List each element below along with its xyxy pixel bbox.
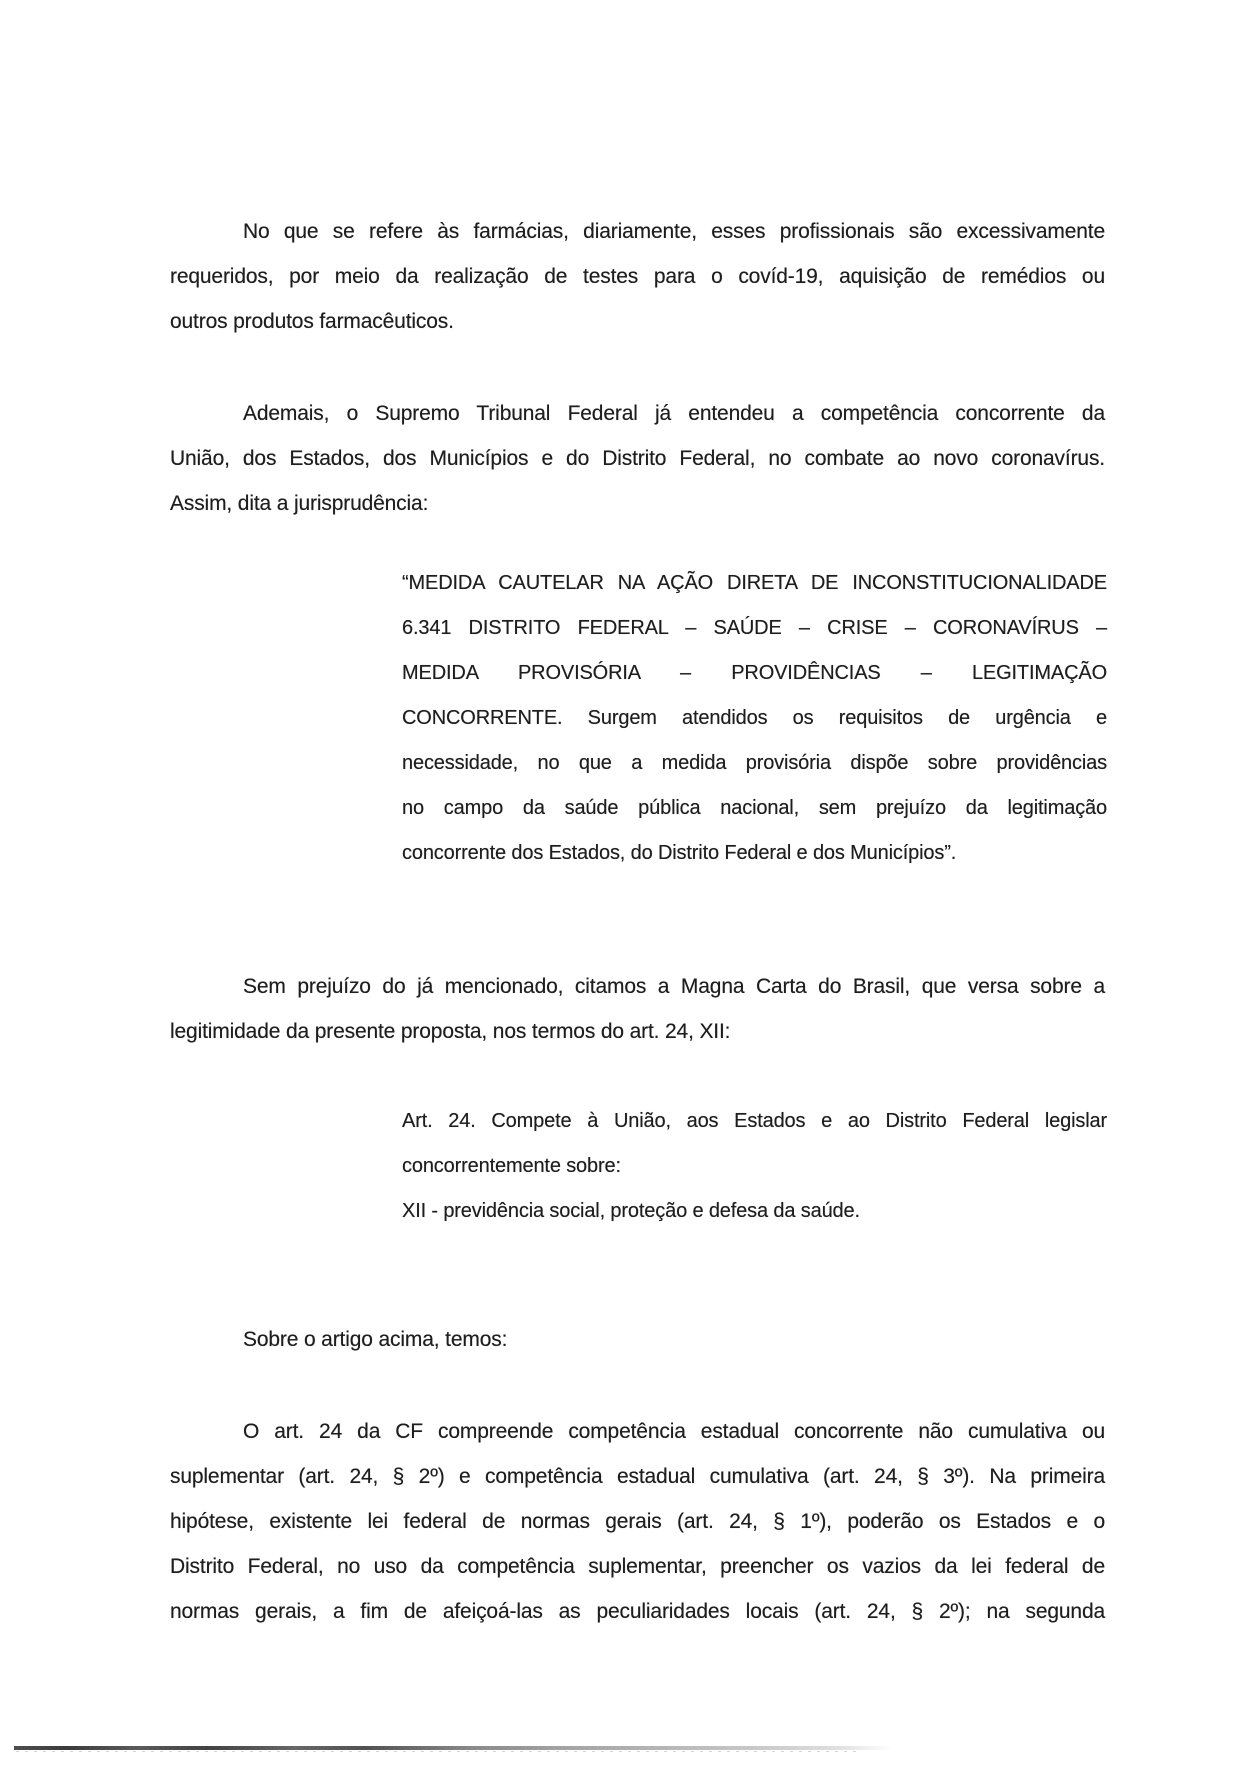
text-line: Distrito Federal, no uso da competência suplementar, preencher os vazios da lei federal de xyxy=(170,1555,1105,1578)
text-line: Ademais, o Supremo Tribunal Federal já entendeu a competência concorrente da xyxy=(243,402,1105,425)
text-line: normas gerais, a fim de afeiçoá-las as peculiaridades locais (art. 24, § 2º); na segunda xyxy=(170,1600,1105,1623)
text-line: no campo da saúde pública nacional, sem prejuízo da legitimação xyxy=(402,797,1107,819)
text-line: “MEDIDA CAUTELAR NA AÇÃO DIRETA DE INCONSTITUCIONALIDADE xyxy=(402,572,1107,594)
text-line: No que se refere às farmácias, diariamente, esses profissionais são excessivamente xyxy=(243,220,1105,243)
text-line: O art. 24 da CF compreende competência estadual concorrente não cumulativa ou xyxy=(243,1420,1105,1443)
text-line: hipótese, existente lei federal de normas gerais (art. 24, § 1º), poderão os Estados e o xyxy=(170,1510,1105,1533)
text-line: necessidade, no que a medida provisória dispõe sobre providências xyxy=(402,752,1107,774)
text-line: Sem prejuízo do já mencionado, citamos a Magna Carta do Brasil, que versa sobre a xyxy=(243,975,1105,998)
text-line: outros produtos farmacêuticos. xyxy=(170,310,454,333)
quote-adi-6341 xyxy=(402,561,1107,876)
text-line: requeridos, por meio da realização de testes para o covíd-19, aquisição de remédios ou xyxy=(170,265,1105,288)
paragraph-magna-carta xyxy=(170,964,1105,1054)
text-line: 6.341 DISTRITO FEDERAL – SAÚDE – CRISE – CORONAVÍRUS – xyxy=(402,617,1107,639)
scan-artifact-line xyxy=(14,1746,892,1750)
paragraph-ademais-stf xyxy=(170,391,1105,526)
paragraph-sobre-artigo xyxy=(170,1317,1105,1362)
quote-art-24 xyxy=(402,1099,1107,1234)
paragraph-art-24-cf xyxy=(170,1409,1105,1634)
text-line: Art. 24. Compete à União, aos Estados e ao Distrito Federal legislar xyxy=(402,1110,1107,1132)
text-line: suplementar (art. 24, § 2º) e competência estadual cumulativa (art. 24, § 3º). Na primeira xyxy=(170,1465,1105,1488)
text-line: concorrente dos Estados, do Distrito Federal e dos Municípios”. xyxy=(402,842,957,864)
text-line: concorrentemente sobre: xyxy=(402,1155,621,1177)
text-line: legitimidade da presente proposta, nos termos do art. 24, XII: xyxy=(170,1020,731,1043)
paragraph-farmacias xyxy=(170,209,1105,344)
text-line: Sobre o artigo acima, temos: xyxy=(243,1328,508,1351)
text-line: XII - previdência social, proteção e defesa da saúde. xyxy=(402,1200,860,1222)
text-line: Assim, dita a jurisprudência: xyxy=(170,492,429,515)
text-line: CONCORRENTE. Surgem atendidos os requisitos de urgência e xyxy=(402,707,1107,729)
text-line: MEDIDA PROVISÓRIA – PROVIDÊNCIAS – LEGITIMAÇÃO xyxy=(402,662,1107,684)
text-line: União, dos Estados, dos Municípios e do Distrito Federal, no combate ao novo coronavírus. xyxy=(170,447,1105,470)
